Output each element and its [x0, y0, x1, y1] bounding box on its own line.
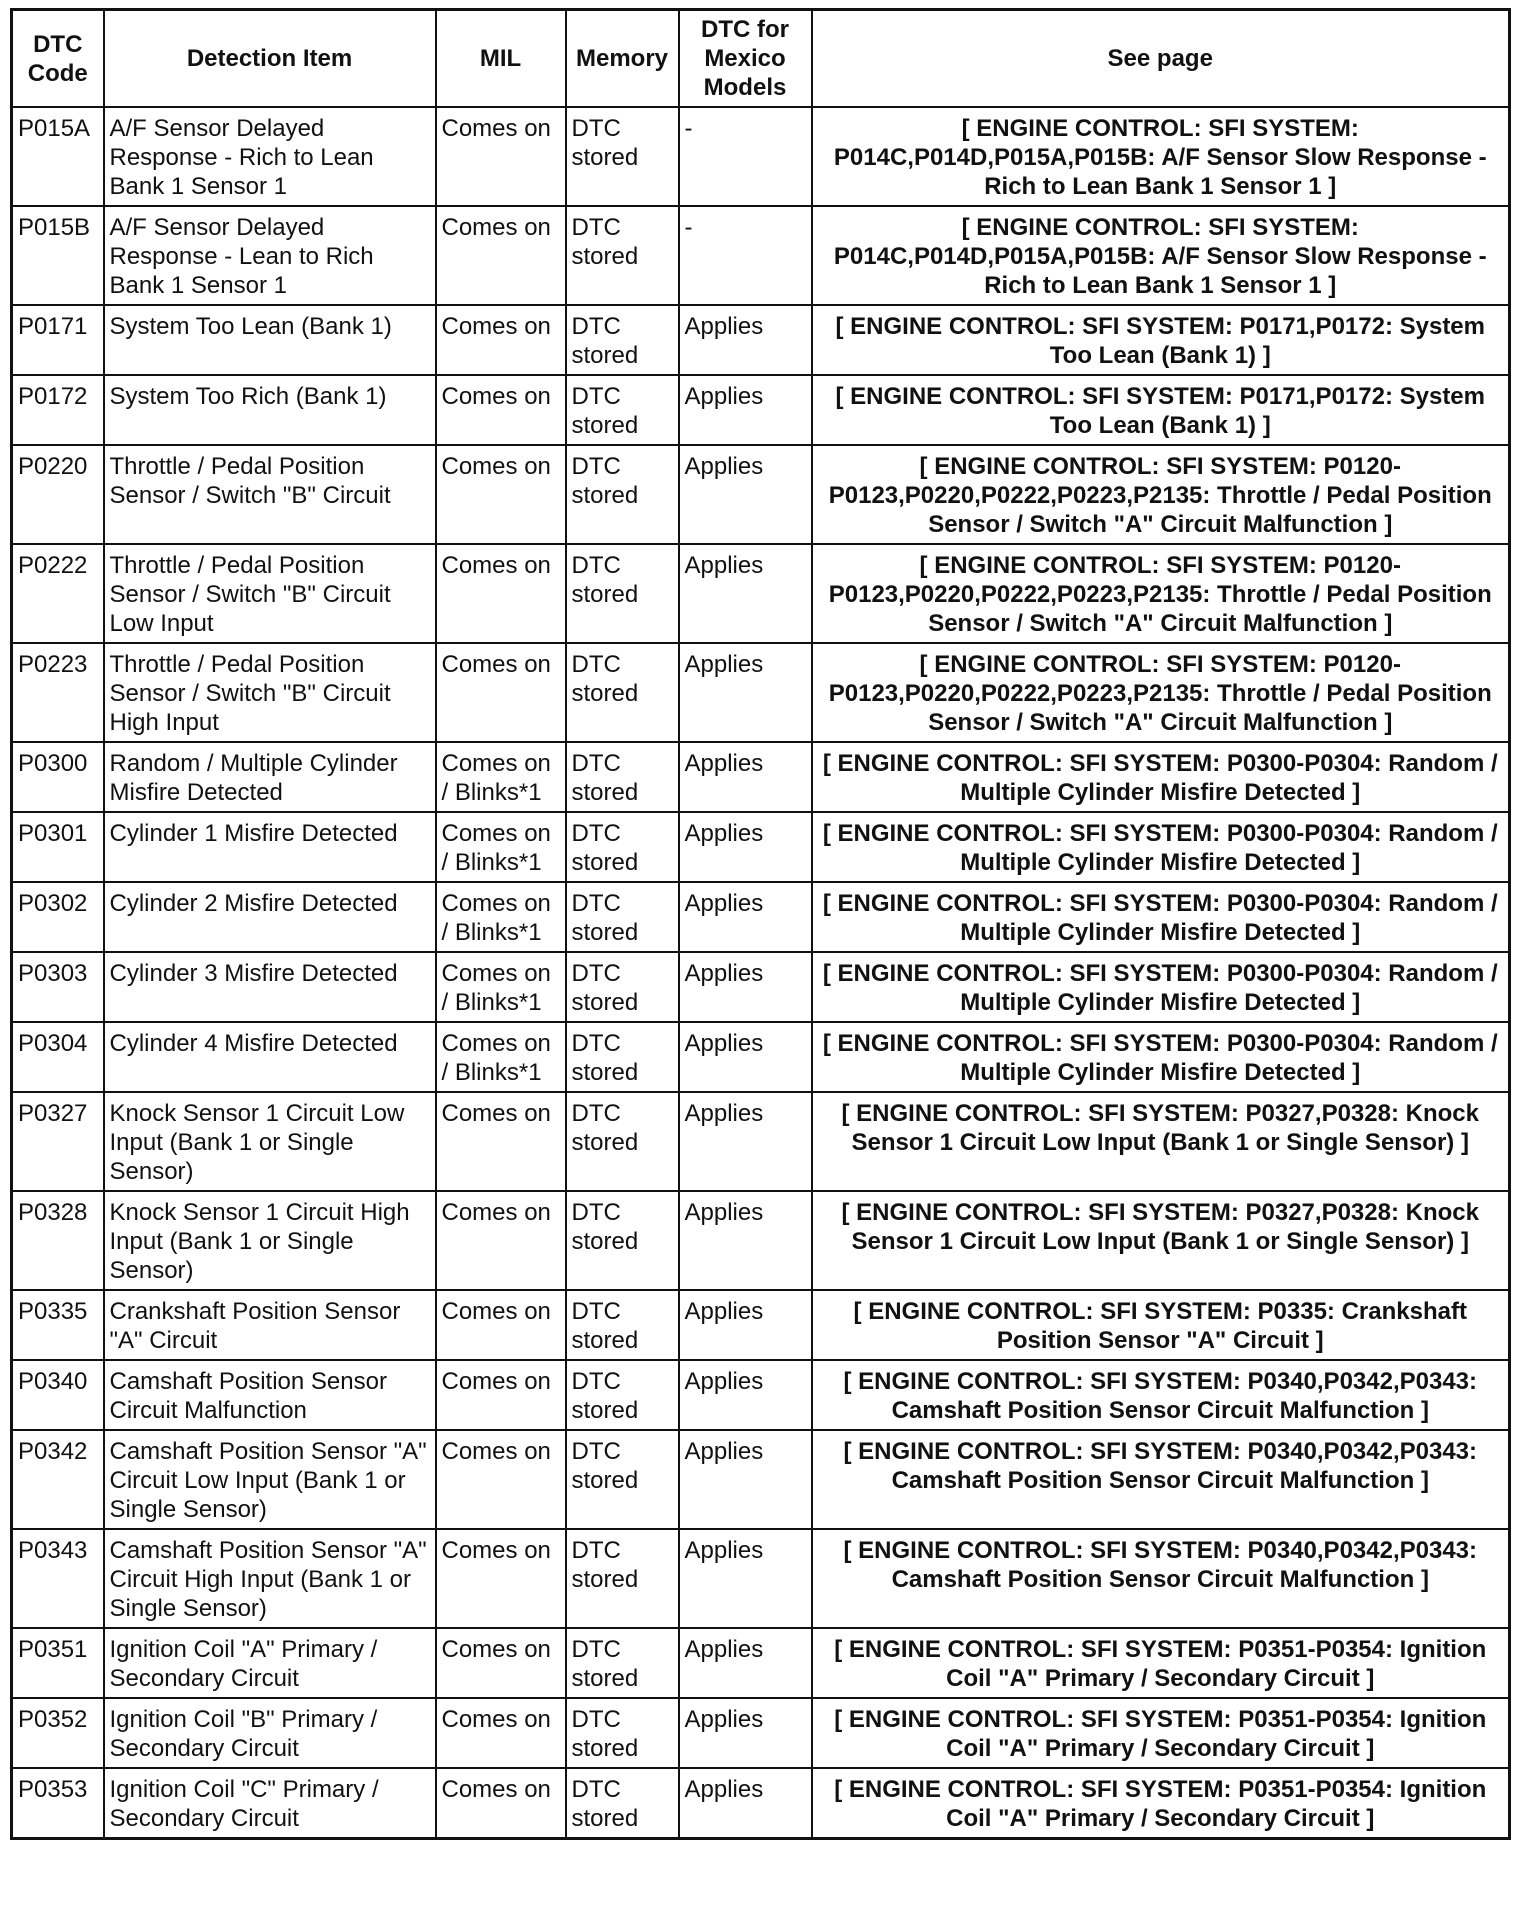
dtc-code-cell: P0352: [12, 1698, 104, 1768]
dtc-code-cell: P0327: [12, 1092, 104, 1191]
memory-cell: DTC stored: [566, 445, 679, 544]
see-page-link[interactable]: [ ENGINE CONTROL: SFI SYSTEM: P0327,P0328: Knock Sensor 1 Circuit Low Input (Bank 1 or Single Sensor) ]: [812, 1191, 1510, 1290]
detection-item-cell: Random / Multiple Cylinder Misfire Detected: [104, 742, 436, 812]
memory-cell: DTC stored: [566, 107, 679, 206]
table-row: [12, 107, 1510, 206]
memory-cell: DTC stored: [566, 1529, 679, 1628]
mexico-models-cell: Applies: [679, 375, 812, 445]
memory-cell: DTC stored: [566, 305, 679, 375]
table-row: [12, 1022, 1510, 1092]
see-page-link[interactable]: [ ENGINE CONTROL: SFI SYSTEM: P0351-P0354: Ignition Coil "A" Primary / Secondary Circuit ]: [812, 1698, 1510, 1768]
header-mexico-models: DTC for Mexico Models: [679, 10, 812, 108]
mexico-models-cell: Applies: [679, 1430, 812, 1529]
mexico-models-cell: Applies: [679, 305, 812, 375]
see-page-link[interactable]: [ ENGINE CONTROL: SFI SYSTEM: P0335: Crankshaft Position Sensor "A" Circuit ]: [812, 1290, 1510, 1360]
mexico-models-cell: Applies: [679, 882, 812, 952]
mexico-models-cell: Applies: [679, 1698, 812, 1768]
dtc-code-cell: P0303: [12, 952, 104, 1022]
mexico-models-cell: Applies: [679, 742, 812, 812]
see-page-link[interactable]: [ ENGINE CONTROL: SFI SYSTEM: P0340,P0342,P0343: Camshaft Position Sensor Circuit Malfunction ]: [812, 1430, 1510, 1529]
memory-cell: DTC stored: [566, 1768, 679, 1839]
see-page-link[interactable]: [ ENGINE CONTROL: SFI SYSTEM: P0351-P0354: Ignition Coil "A" Primary / Secondary Circuit ]: [812, 1628, 1510, 1698]
detection-item-cell: Ignition Coil "C" Primary / Secondary Circuit: [104, 1768, 436, 1839]
detection-item-cell: System Too Rich (Bank 1): [104, 375, 436, 445]
mexico-models-cell: -: [679, 206, 812, 305]
table-row: [12, 812, 1510, 882]
mil-cell: Comes on: [436, 1290, 566, 1360]
mil-cell: Comes on: [436, 1360, 566, 1430]
mil-cell: Comes on: [436, 1092, 566, 1191]
see-page-link[interactable]: [ ENGINE CONTROL: SFI SYSTEM: P0120-P0123,P0220,P0222,P0223,P2135: Throttle / Pedal Position Sensor / Switch "A" Circuit Malfunction ]: [812, 544, 1510, 643]
see-page-link[interactable]: [ ENGINE CONTROL: SFI SYSTEM: P0300-P0304: Random / Multiple Cylinder Misfire Detected ]: [812, 882, 1510, 952]
dtc-code-cell: P0335: [12, 1290, 104, 1360]
memory-cell: DTC stored: [566, 882, 679, 952]
dtc-code-cell: P0171: [12, 305, 104, 375]
see-page-link[interactable]: [ ENGINE CONTROL: SFI SYSTEM: P0327,P0328: Knock Sensor 1 Circuit Low Input (Bank 1 or Single Sensor) ]: [812, 1092, 1510, 1191]
mil-cell: Comes on: [436, 375, 566, 445]
detection-item-cell: Throttle / Pedal Position Sensor / Switch "B" Circuit Low Input: [104, 544, 436, 643]
table-row: [12, 742, 1510, 812]
header-mil: MIL: [436, 10, 566, 108]
detection-item-cell: Camshaft Position Sensor "A" Circuit High Input (Bank 1 or Single Sensor): [104, 1529, 436, 1628]
mil-cell: Comes on: [436, 206, 566, 305]
table-row: [12, 1290, 1510, 1360]
table-row: [12, 1360, 1510, 1430]
table-row: [12, 882, 1510, 952]
table-row: [12, 1529, 1510, 1628]
table-row: [12, 1768, 1510, 1839]
see-page-link[interactable]: [ ENGINE CONTROL: SFI SYSTEM: P0120-P0123,P0220,P0222,P0223,P2135: Throttle / Pedal Position Sensor / Switch "A" Circuit Malfunction ]: [812, 643, 1510, 742]
mexico-models-cell: Applies: [679, 1022, 812, 1092]
detection-item-cell: Camshaft Position Sensor Circuit Malfunction: [104, 1360, 436, 1430]
mexico-models-cell: Applies: [679, 1191, 812, 1290]
memory-cell: DTC stored: [566, 206, 679, 305]
memory-cell: DTC stored: [566, 1022, 679, 1092]
detection-item-cell: Cylinder 3 Misfire Detected: [104, 952, 436, 1022]
mexico-models-cell: Applies: [679, 1628, 812, 1698]
detection-item-cell: Throttle / Pedal Position Sensor / Switch "B" Circuit High Input: [104, 643, 436, 742]
detection-item-cell: Crankshaft Position Sensor "A" Circuit: [104, 1290, 436, 1360]
mil-cell: Comes on / Blinks*1: [436, 952, 566, 1022]
mil-cell: Comes on: [436, 643, 566, 742]
dtc-code-cell: P0220: [12, 445, 104, 544]
detection-item-cell: A/F Sensor Delayed Response - Lean to Rich Bank 1 Sensor 1: [104, 206, 436, 305]
mexico-models-cell: Applies: [679, 445, 812, 544]
dtc-code-cell: P0340: [12, 1360, 104, 1430]
dtc-code-cell: P0351: [12, 1628, 104, 1698]
header-detection-item: Detection Item: [104, 10, 436, 108]
dtc-code-cell: P0343: [12, 1529, 104, 1628]
detection-item-cell: Knock Sensor 1 Circuit High Input (Bank 1 or Single Sensor): [104, 1191, 436, 1290]
table-row: [12, 305, 1510, 375]
mexico-models-cell: Applies: [679, 1529, 812, 1628]
mil-cell: Comes on / Blinks*1: [436, 882, 566, 952]
detection-item-cell: Cylinder 1 Misfire Detected: [104, 812, 436, 882]
see-page-link[interactable]: [ ENGINE CONTROL: SFI SYSTEM: P0300-P0304: Random / Multiple Cylinder Misfire Detected ]: [812, 1022, 1510, 1092]
mil-cell: Comes on / Blinks*1: [436, 812, 566, 882]
memory-cell: DTC stored: [566, 375, 679, 445]
dtc-code-cell: P0222: [12, 544, 104, 643]
mexico-models-cell: Applies: [679, 643, 812, 742]
dtc-code-cell: P015A: [12, 107, 104, 206]
header-row: [12, 10, 1510, 108]
detection-item-cell: Camshaft Position Sensor "A" Circuit Low Input (Bank 1 or Single Sensor): [104, 1430, 436, 1529]
see-page-link[interactable]: [ ENGINE CONTROL: SFI SYSTEM: P014C,P014D,P015A,P015B: A/F Sensor Slow Response - Rich to Lean Bank 1 Sensor 1 ]: [812, 107, 1510, 206]
header-dtc-code: DTC Code: [12, 10, 104, 108]
memory-cell: DTC stored: [566, 1191, 679, 1290]
dtc-code-cell: P015B: [12, 206, 104, 305]
memory-cell: DTC stored: [566, 1698, 679, 1768]
mil-cell: Comes on / Blinks*1: [436, 742, 566, 812]
dtc-code-cell: P0300: [12, 742, 104, 812]
detection-item-cell: Cylinder 4 Misfire Detected: [104, 1022, 436, 1092]
table-row: [12, 445, 1510, 544]
table-header: [12, 10, 1510, 108]
see-page-link[interactable]: [ ENGINE CONTROL: SFI SYSTEM: P0300-P0304: Random / Multiple Cylinder Misfire Detected ]: [812, 812, 1510, 882]
detection-item-cell: Ignition Coil "B" Primary / Secondary Circuit: [104, 1698, 436, 1768]
header-see-page: See page: [812, 10, 1510, 108]
see-page-link[interactable]: [ ENGINE CONTROL: SFI SYSTEM: P014C,P014D,P015A,P015B: A/F Sensor Slow Response - Rich to Lean Bank 1 Sensor 1 ]: [812, 206, 1510, 305]
mexico-models-cell: Applies: [679, 1092, 812, 1191]
mexico-models-cell: Applies: [679, 1768, 812, 1839]
memory-cell: DTC stored: [566, 544, 679, 643]
table-row: [12, 643, 1510, 742]
see-page-link[interactable]: [ ENGINE CONTROL: SFI SYSTEM: P0351-P0354: Ignition Coil "A" Primary / Secondary Circuit ]: [812, 1768, 1510, 1839]
mil-cell: Comes on: [436, 107, 566, 206]
detection-item-cell: Knock Sensor 1 Circuit Low Input (Bank 1 or Single Sensor): [104, 1092, 436, 1191]
dtc-code-cell: P0302: [12, 882, 104, 952]
mil-cell: Comes on: [436, 445, 566, 544]
memory-cell: DTC stored: [566, 952, 679, 1022]
table-row: [12, 1698, 1510, 1768]
mil-cell: Comes on: [436, 1698, 566, 1768]
detection-item-cell: Ignition Coil "A" Primary / Secondary Circuit: [104, 1628, 436, 1698]
detection-item-cell: Cylinder 2 Misfire Detected: [104, 882, 436, 952]
dtc-code-cell: P0223: [12, 643, 104, 742]
memory-cell: DTC stored: [566, 643, 679, 742]
dtc-code-cell: P0342: [12, 1430, 104, 1529]
detection-item-cell: Throttle / Pedal Position Sensor / Switch "B" Circuit: [104, 445, 436, 544]
see-page-link[interactable]: [ ENGINE CONTROL: SFI SYSTEM: P0171,P0172: System Too Lean (Bank 1) ]: [812, 305, 1510, 375]
detection-item-cell: System Too Lean (Bank 1): [104, 305, 436, 375]
mexico-models-cell: Applies: [679, 1360, 812, 1430]
mil-cell: Comes on: [436, 1768, 566, 1839]
dtc-code-cell: P0172: [12, 375, 104, 445]
see-page-link[interactable]: [ ENGINE CONTROL: SFI SYSTEM: P0340,P0342,P0343: Camshaft Position Sensor Circuit Malfunction ]: [812, 1360, 1510, 1430]
dtc-table-container: [10, 8, 1508, 1840]
mil-cell: Comes on / Blinks*1: [436, 1022, 566, 1092]
mexico-models-cell: Applies: [679, 544, 812, 643]
mil-cell: Comes on: [436, 1628, 566, 1698]
see-page-link[interactable]: [ ENGINE CONTROL: SFI SYSTEM: P0300-P0304: Random / Multiple Cylinder Misfire Detected ]: [812, 952, 1510, 1022]
table-row: [12, 375, 1510, 445]
memory-cell: DTC stored: [566, 1360, 679, 1430]
memory-cell: DTC stored: [566, 812, 679, 882]
see-page-link[interactable]: [ ENGINE CONTROL: SFI SYSTEM: P0300-P0304: Random / Multiple Cylinder Misfire Detected ]: [812, 742, 1510, 812]
mil-cell: Comes on: [436, 1430, 566, 1529]
header-memory: Memory: [566, 10, 679, 108]
dtc-code-cell: P0328: [12, 1191, 104, 1290]
mexico-models-cell: -: [679, 107, 812, 206]
mexico-models-cell: Applies: [679, 812, 812, 882]
mil-cell: Comes on: [436, 305, 566, 375]
table-row: [12, 952, 1510, 1022]
see-page-link[interactable]: [ ENGINE CONTROL: SFI SYSTEM: P0340,P0342,P0343: Camshaft Position Sensor Circuit Malfunction ]: [812, 1529, 1510, 1628]
table-row: [12, 544, 1510, 643]
table-body: [12, 107, 1510, 1839]
dtc-code-cell: P0304: [12, 1022, 104, 1092]
table-row: [12, 1430, 1510, 1529]
table-row: [12, 206, 1510, 305]
memory-cell: DTC stored: [566, 1290, 679, 1360]
table-row: [12, 1628, 1510, 1698]
see-page-link[interactable]: [ ENGINE CONTROL: SFI SYSTEM: P0120-P0123,P0220,P0222,P0223,P2135: Throttle / Pedal Position Sensor / Switch "A" Circuit Malfunction ]: [812, 445, 1510, 544]
mil-cell: Comes on: [436, 1191, 566, 1290]
memory-cell: DTC stored: [566, 1628, 679, 1698]
memory-cell: DTC stored: [566, 742, 679, 812]
mil-cell: Comes on: [436, 544, 566, 643]
memory-cell: DTC stored: [566, 1430, 679, 1529]
mexico-models-cell: Applies: [679, 952, 812, 1022]
dtc-code-cell: P0301: [12, 812, 104, 882]
memory-cell: DTC stored: [566, 1092, 679, 1191]
dtc-table: [10, 8, 1511, 1840]
table-row: [12, 1191, 1510, 1290]
dtc-code-cell: P0353: [12, 1768, 104, 1839]
detection-item-cell: A/F Sensor Delayed Response - Rich to Lean Bank 1 Sensor 1: [104, 107, 436, 206]
see-page-link[interactable]: [ ENGINE CONTROL: SFI SYSTEM: P0171,P0172: System Too Lean (Bank 1) ]: [812, 375, 1510, 445]
table-row: [12, 1092, 1510, 1191]
mil-cell: Comes on: [436, 1529, 566, 1628]
mexico-models-cell: Applies: [679, 1290, 812, 1360]
